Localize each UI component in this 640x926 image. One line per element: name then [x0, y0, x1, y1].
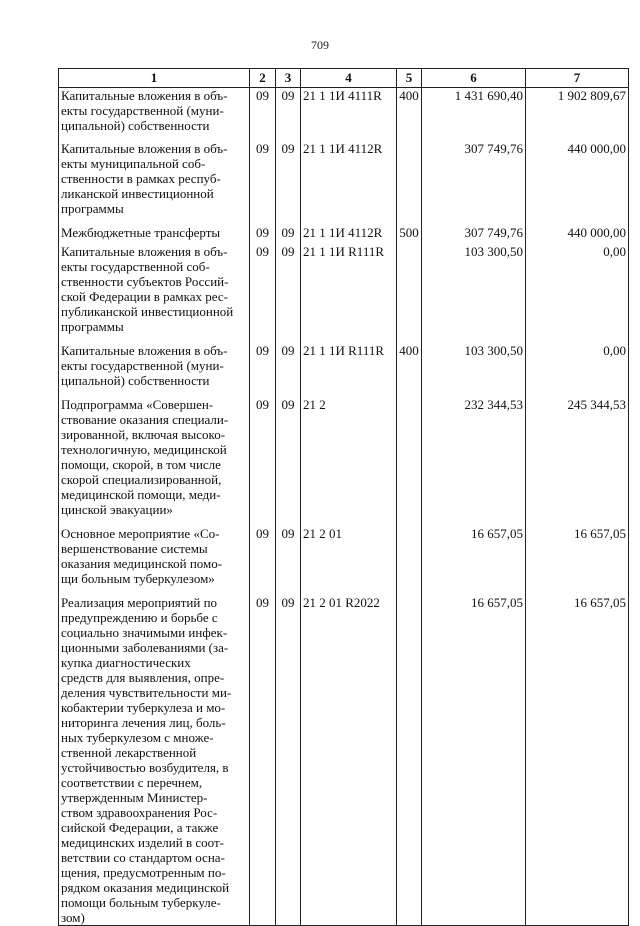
amount-year-1: 16 657,05: [422, 595, 526, 926]
row-name-line: ской Федерации в рамках рес-: [61, 289, 228, 304]
target-article-code: 21 1 1И 4111R: [301, 88, 397, 142]
row-name-line: ниторинга лечения лиц, боль-: [61, 715, 226, 730]
row-name-line: технологичную, медицинской: [61, 442, 227, 457]
expense-type-code: 500: [397, 225, 422, 244]
subsection-code: 09: [276, 397, 301, 526]
expense-type-code: [397, 595, 422, 926]
amount-year-1: 16 657,05: [422, 526, 526, 595]
row-name-line: соответствии с перечнем,: [61, 775, 203, 790]
row-name-line: Подпрограмма «Совершен-: [61, 397, 214, 412]
amount-year-2: 440 000,00: [526, 225, 629, 244]
row-name-line: купка диагностических: [61, 655, 191, 670]
column-header-5: 5: [397, 69, 422, 88]
amount-year-1: 232 344,53: [422, 397, 526, 526]
row-name-line: деления чувствительности ми-: [61, 685, 232, 700]
table-row: [59, 595, 629, 926]
row-name-line: ствование оказания специали-: [61, 412, 229, 427]
row-name-line: ственности субъектов Россий-: [61, 274, 229, 289]
row-name-line: ципальной) собственности: [61, 118, 210, 133]
expense-type-code: [397, 397, 422, 526]
row-name-line: медицинской помощи, меди-: [61, 487, 221, 502]
row-name-line: предупреждению и борьбе с: [61, 610, 218, 625]
column-header-3: 3: [276, 69, 301, 88]
amount-year-1: 103 300,50: [422, 244, 526, 343]
section-code: 09: [250, 397, 276, 526]
row-name-line: Капитальные вложения в объ-: [61, 88, 228, 103]
row-name: [59, 225, 250, 244]
row-name-line: цинской эвакуации»: [61, 502, 173, 517]
target-article-code: 21 2: [301, 397, 397, 526]
row-name-line: ветствии со стандартом осна-: [61, 850, 225, 865]
row-name-line: скорой специализированной,: [61, 472, 222, 487]
section-code: 09: [250, 244, 276, 343]
row-name-line: устойчивостью возбудителя, в: [61, 760, 229, 775]
row-name-line: медицинских изделий в соот-: [61, 835, 224, 850]
row-name-line: утвержденным Министер-: [61, 790, 208, 805]
row-name-line: оказания медицинской помо-: [61, 556, 223, 571]
row-name-line: Капитальные вложения в объ-: [61, 343, 228, 358]
table-row: [59, 244, 629, 343]
section-code: 09: [250, 526, 276, 595]
table-row: [59, 225, 629, 244]
row-name-line: ционными заболеваниями (за-: [61, 640, 229, 655]
amount-year-2: 16 657,05: [526, 526, 629, 595]
expense-type-code: [397, 244, 422, 343]
row-name-line: зированной, включая высоко-: [61, 427, 226, 442]
subsection-code: 09: [276, 526, 301, 595]
row-name-line: вершенствование системы: [61, 541, 208, 556]
row-name-line: ством здравоохранения Рос-: [61, 805, 218, 820]
row-name-line: щения, предусмотренным по-: [61, 865, 226, 880]
row-name-line: Основное мероприятие «Со-: [61, 526, 220, 541]
amount-year-2: 0,00: [526, 244, 629, 343]
expense-type-code: 400: [397, 88, 422, 142]
row-name-line: екты государственной (муни-: [61, 358, 224, 373]
subsection-code: 09: [276, 343, 301, 397]
amount-year-2: 245 344,53: [526, 397, 629, 526]
column-header-1: 1: [59, 69, 250, 88]
expense-type-code: [397, 526, 422, 595]
target-article-code: 21 1 1И R111R: [301, 343, 397, 397]
amount-year-1: 307 749,76: [422, 225, 526, 244]
section-code: 09: [250, 595, 276, 926]
row-name-line: публиканской инвестиционной: [61, 304, 234, 319]
table-row: [59, 88, 629, 142]
column-header-4: 4: [301, 69, 397, 88]
amount-year-2: 0,00: [526, 343, 629, 397]
row-name-line: ликанской инвестиционной: [61, 186, 214, 201]
row-name: [59, 397, 250, 526]
row-name-line: программы: [61, 319, 124, 334]
amount-year-2: 440 000,00: [526, 141, 629, 225]
section-code: 09: [250, 343, 276, 397]
amount-year-1: 307 749,76: [422, 141, 526, 225]
row-name-line: екты муниципальной соб-: [61, 156, 206, 171]
row-name-line: социально значимыми инфек-: [61, 625, 228, 640]
target-article-code: 21 1 1И 4112R: [301, 141, 397, 225]
subsection-code: 09: [276, 225, 301, 244]
row-name: [59, 141, 250, 225]
column-header-6: 6: [422, 69, 526, 88]
row-name: [59, 526, 250, 595]
row-name: [59, 343, 250, 397]
row-name: [59, 88, 250, 142]
target-article-code: 21 2 01: [301, 526, 397, 595]
row-name-line: средств для выявления, опре-: [61, 670, 225, 685]
row-name-line: ных туберкулезом с множе-: [61, 730, 214, 745]
section-code: 09: [250, 141, 276, 225]
section-code: 09: [250, 225, 276, 244]
subsection-code: 09: [276, 141, 301, 225]
row-name-line: программы: [61, 201, 124, 216]
page-number: 709: [311, 38, 329, 52]
target-article-code: 21 1 1И R111R: [301, 244, 397, 343]
expense-type-code: 400: [397, 343, 422, 397]
row-name-line: кобактерии туберкулеза и мо-: [61, 700, 226, 715]
budget-table: [58, 68, 629, 926]
row-name-line: ственности в рамках респуб-: [61, 171, 221, 186]
table-row: [59, 141, 629, 225]
row-name-line: помощи больным туберкуле-: [61, 895, 221, 910]
subsection-code: 09: [276, 595, 301, 926]
row-name-line: щи больным туберкулезом»: [61, 571, 215, 586]
row-name-line: зом): [61, 910, 85, 925]
column-header-2: 2: [250, 69, 276, 88]
row-name-line: Капитальные вложения в объ-: [61, 244, 228, 259]
row-name-line: помощи, скорой, в том числе: [61, 457, 221, 472]
column-header-7: 7: [526, 69, 629, 88]
row-name: [59, 595, 250, 926]
subsection-code: 09: [276, 244, 301, 343]
target-article-code: 21 2 01 R2022: [301, 595, 397, 926]
row-name-line: екты государственной (муни-: [61, 103, 224, 118]
expense-type-code: [397, 141, 422, 225]
row-name-line: ципальной) собственности: [61, 373, 210, 388]
table-row: [59, 397, 629, 526]
table-header-row: [59, 69, 629, 88]
amount-year-2: 16 657,05: [526, 595, 629, 926]
section-code: 09: [250, 88, 276, 142]
row-name-line: сийской Федерации, а также: [61, 820, 219, 835]
table-row: [59, 343, 629, 397]
row-name-line: екты государственной соб-: [61, 259, 210, 274]
table-row: [59, 526, 629, 595]
amount-year-2: 1 902 809,67: [526, 88, 629, 142]
row-name-line: рядком оказания медицинской: [61, 880, 230, 895]
amount-year-1: 103 300,50: [422, 343, 526, 397]
subsection-code: 09: [276, 88, 301, 142]
row-name-line: Капитальные вложения в объ-: [61, 141, 228, 156]
row-name-line: Реализация мероприятий по: [61, 595, 218, 610]
amount-year-1: 1 431 690,40: [422, 88, 526, 142]
row-name-line: Межбюджетные трансферты: [61, 225, 221, 240]
target-article-code: 21 1 1И 4112R: [301, 225, 397, 244]
row-name: [59, 244, 250, 343]
row-name-line: ственной лекарственной: [61, 745, 197, 760]
